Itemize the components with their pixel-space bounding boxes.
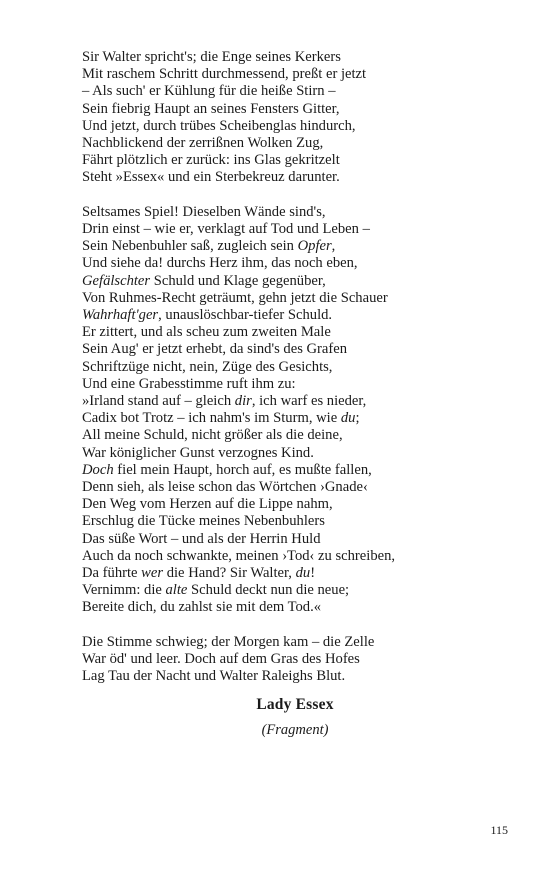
poem-line: – Als such' er Kühlung für die heiße Stirn – (82, 83, 336, 100)
poem-line: Erschlug die Tücke meines Nebenbuhlers (82, 513, 325, 530)
poem-line: Drin einst – wie er, verklagt auf Tod und Leben – (82, 221, 370, 238)
poem-line: Wahrhaft'ger, unauslöschbar-tiefer Schuld. (82, 307, 333, 324)
poem-line: Sir Walter spricht's; die Enge seines Kerkers (82, 49, 341, 65)
poem-line: Das süße Wort – und als der Herrin Huld (82, 530, 321, 547)
poem-title: Lady Essex (256, 696, 334, 713)
poem-line: Fährt plötzlich er zurück: ins Glas gekritzelt (82, 152, 340, 169)
poem-line: Vernimm: die alte Schuld deckt nun die neue; (82, 582, 350, 599)
poem-line: All meine Schuld, nicht größer als die deine, (82, 427, 343, 444)
stanza (82, 634, 522, 686)
poem-line: Gefälschter Schuld und Klage gegenüber, (82, 272, 326, 289)
poem-line: Die Stimme schwieg; der Morgen kam – die Zelle (82, 633, 375, 650)
stanza (82, 204, 522, 617)
poem-line: Den Weg vom Herzen auf die Lippe nahm, (82, 496, 333, 513)
poem-line: Sein Aug' er jetzt erhebt, da sind's des Grafen (82, 341, 348, 358)
poem-line: Denn sieh, als leise schon das Wörtchen ›Gnade‹ (82, 479, 368, 496)
poem-line: Lag Tau der Nacht und Walter Raleighs Blut. (82, 668, 346, 685)
poem-line: Bereite dich, du zahlst sie mit dem Tod.« (82, 599, 322, 616)
stanza (82, 49, 522, 187)
poem-line: War öd' und leer. Doch auf dem Gras des Hofes (82, 651, 360, 668)
poem-body (82, 49, 522, 703)
poem-line: Er zittert, und als scheu zum zweiten Male (82, 324, 331, 341)
poem-line: Sein fiebrig Haupt an seines Fensters Gitter, (82, 100, 340, 117)
poem-line: Doch fiel mein Haupt, horch auf, es mußte fallen, (82, 461, 372, 478)
poem-line: Steht »Essex« und ein Sterbekreuz darunter. (82, 169, 340, 186)
poem-line: Mit raschem Schritt durchmessend, preßt er jetzt (82, 66, 367, 83)
poem-line: Schriftzüge nicht, nein, Züge des Gesichts, (82, 358, 333, 375)
poem-line: Und jetzt, durch trübes Scheibenglas hindurch, (82, 117, 356, 134)
poem-line: Sein Nebenbuhler saß, zugleich sein Opfer, (82, 238, 336, 255)
poem-line: »Irland stand auf – gleich dir, ich warf es nieder, (82, 393, 367, 410)
poem-line: Auch da noch schwankte, meinen ›Tod‹ zu schreiben, (82, 547, 396, 564)
poem-line: Da führte wer die Hand? Sir Walter, du! (82, 565, 316, 582)
poem-line: Und siehe da! durchs Herz ihm, das noch eben, (82, 255, 358, 272)
poem-line: War königlicher Gunst verzognes Kind. (82, 444, 314, 461)
poem-line: Seltsames Spiel! Dieselben Wände sind's, (82, 203, 326, 220)
poem-line: Cadix bot Trotz – ich nahm's im Sturm, wie du; (82, 410, 360, 427)
poem-line: Von Ruhmes-Recht geträumt, gehn jetzt die Schauer (82, 289, 388, 306)
poem-line: Nachblickend der zerrißnen Wolken Zug, (82, 135, 324, 152)
poem-line: Und eine Grabesstimme ruft ihm zu: (82, 375, 296, 392)
poem-subtitle: (Fragment) (261, 722, 329, 738)
page-number: 115 (490, 823, 508, 837)
